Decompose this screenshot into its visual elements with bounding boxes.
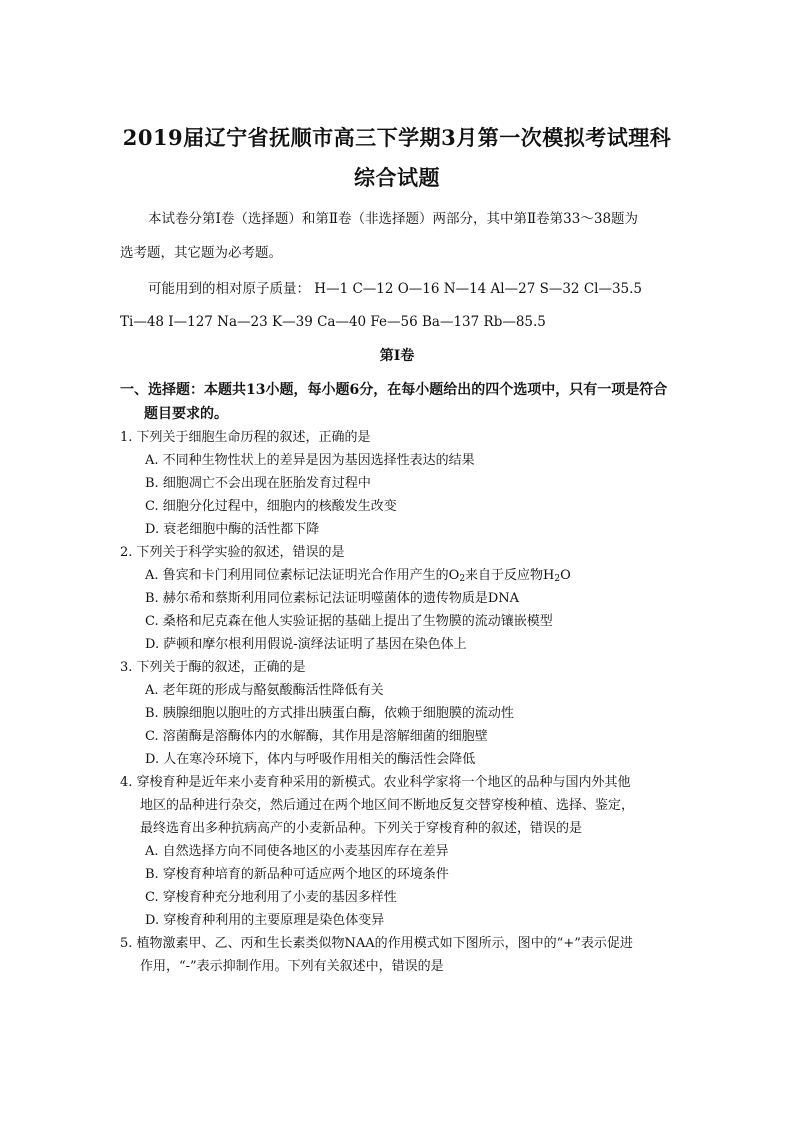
part-heading: 第Ⅰ卷 bbox=[379, 348, 415, 364]
question-5-stem-line-2: 作用，“-”表示抑制作用。下列有关叙述中，错误的是 bbox=[140, 959, 444, 974]
question-3-option-a: A. 老年斑的形成与酪氨酸酶活性降低有关 bbox=[145, 683, 384, 698]
question-3-option-c: C. 溶菌酶是溶酶体内的水解酶，其作用是溶解细菌的细胞壁 bbox=[145, 729, 488, 744]
question-3-stem: 3. 下列关于酶的叙述，正确的是 bbox=[120, 660, 306, 675]
question-2-option-d: D. 萨顿和摩尔根利用假说-演绎法证明了基因在染色体上 bbox=[145, 637, 467, 652]
atomic-masses-line-2: Ti—48 I—127 Na—23 K—39 Ca—40 Fe—56 Ba—137 Rb—85.5 bbox=[120, 314, 546, 330]
intro-line-2: 选考题，其它题为必考题。 bbox=[120, 245, 282, 261]
question-3-option-d: D. 人在寒冷环境下，体内与呼吸作用相关的酶活性会降低 bbox=[145, 752, 476, 767]
question-2-option-b: B. 赫尔希和蔡斯利用同位素标记法证明噬菌体的遗传物质是DNA bbox=[145, 591, 520, 606]
question-1-option-d: D. 衰老细胞中酶的活性都下降 bbox=[145, 522, 320, 537]
question-4-stem-line-2: 地区的品种进行杂交，然后通过在两个地区间不断地反复交替穿梭种植、选择、鉴定， bbox=[140, 798, 635, 813]
question-4-option-d: D. 穿梭育种利用的主要原理是染色体变异 bbox=[145, 913, 385, 928]
option-a-text: A. 鲁宾和卡门利用同位素标记法证明光合作用产生的O bbox=[145, 568, 460, 583]
option-a-text: 来自于反应物H bbox=[465, 568, 555, 583]
section-heading-line-1: 一、选择题：本题共13小题，每小题6分，在每小题给出的四个选项中，只有一项是符合 bbox=[120, 382, 668, 398]
question-5-stem-line-1: 5. 植物激素甲、乙、丙和生长素类似物NAA的作用模式如下图所示，图中的“+”表示促进 bbox=[120, 936, 633, 951]
question-2-option-c: C. 桑格和尼克森在他人实验证据的基础上提出了生物膜的流动镶嵌模型 bbox=[145, 614, 553, 629]
question-4-stem-line-3: 最终选育出多种抗病高产的小麦新品种。下列关于穿梭育种的叙述，错误的是 bbox=[140, 821, 583, 836]
section-heading-line-2: 题目要求的。 bbox=[144, 406, 228, 422]
question-1-option-a: A. 不同种生物性状上的差异是因为基因选择性表达的结果 bbox=[145, 453, 475, 468]
subscript: 2 bbox=[459, 574, 466, 584]
question-1-stem: 1. 下列关于细胞生命历程的叙述，正确的是 bbox=[120, 430, 371, 445]
question-4-stem-line-1: 4. 穿梭育种是近年来小麦育种采用的新模式。农业科学家将一个地区的品种与国内外其他 bbox=[120, 775, 631, 790]
option-a-text: O bbox=[560, 568, 571, 583]
question-1-option-b: B. 细胞凋亡不会出现在胚胎发育过程中 bbox=[145, 476, 371, 491]
question-1-option-c: C. 细胞分化过程中，细胞内的核酸发生改变 bbox=[145, 499, 397, 514]
atomic-masses-line-1: 可能用到的相对原子质量： H—1 C—12 O—16 N—14 Al—27 S—32 Cl—35.5 bbox=[148, 281, 643, 297]
question-4-option-c: C. 穿梭育种充分地利用了小麦的基因多样性 bbox=[145, 890, 397, 905]
exam-title-line-1: 2019届辽宁省抚顺市高三下学期3月第一次模拟考试理科 bbox=[122, 125, 672, 150]
question-2-option-a bbox=[145, 567, 571, 588]
question-2-stem: 2. 下列关于科学实验的叙述，错误的是 bbox=[120, 545, 345, 560]
question-4-option-a: A. 自然选择方向不同使各地区的小麦基因库存在差异 bbox=[145, 844, 449, 859]
question-4-option-b: B. 穿梭育种培育的新品种可适应两个地区的环境条件 bbox=[145, 867, 449, 882]
question-3-option-b: B. 胰腺细胞以胞吐的方式排出胰蛋白酶，依赖于细胞膜的流动性 bbox=[145, 706, 514, 721]
subscript: 2 bbox=[554, 574, 561, 584]
exam-title-line-2: 综合试题 bbox=[354, 165, 440, 190]
intro-line-1: 本试卷分第Ⅰ卷（选择题）和第Ⅱ卷（非选择题）两部分，其中第Ⅱ卷第33～38题为 bbox=[148, 211, 639, 227]
